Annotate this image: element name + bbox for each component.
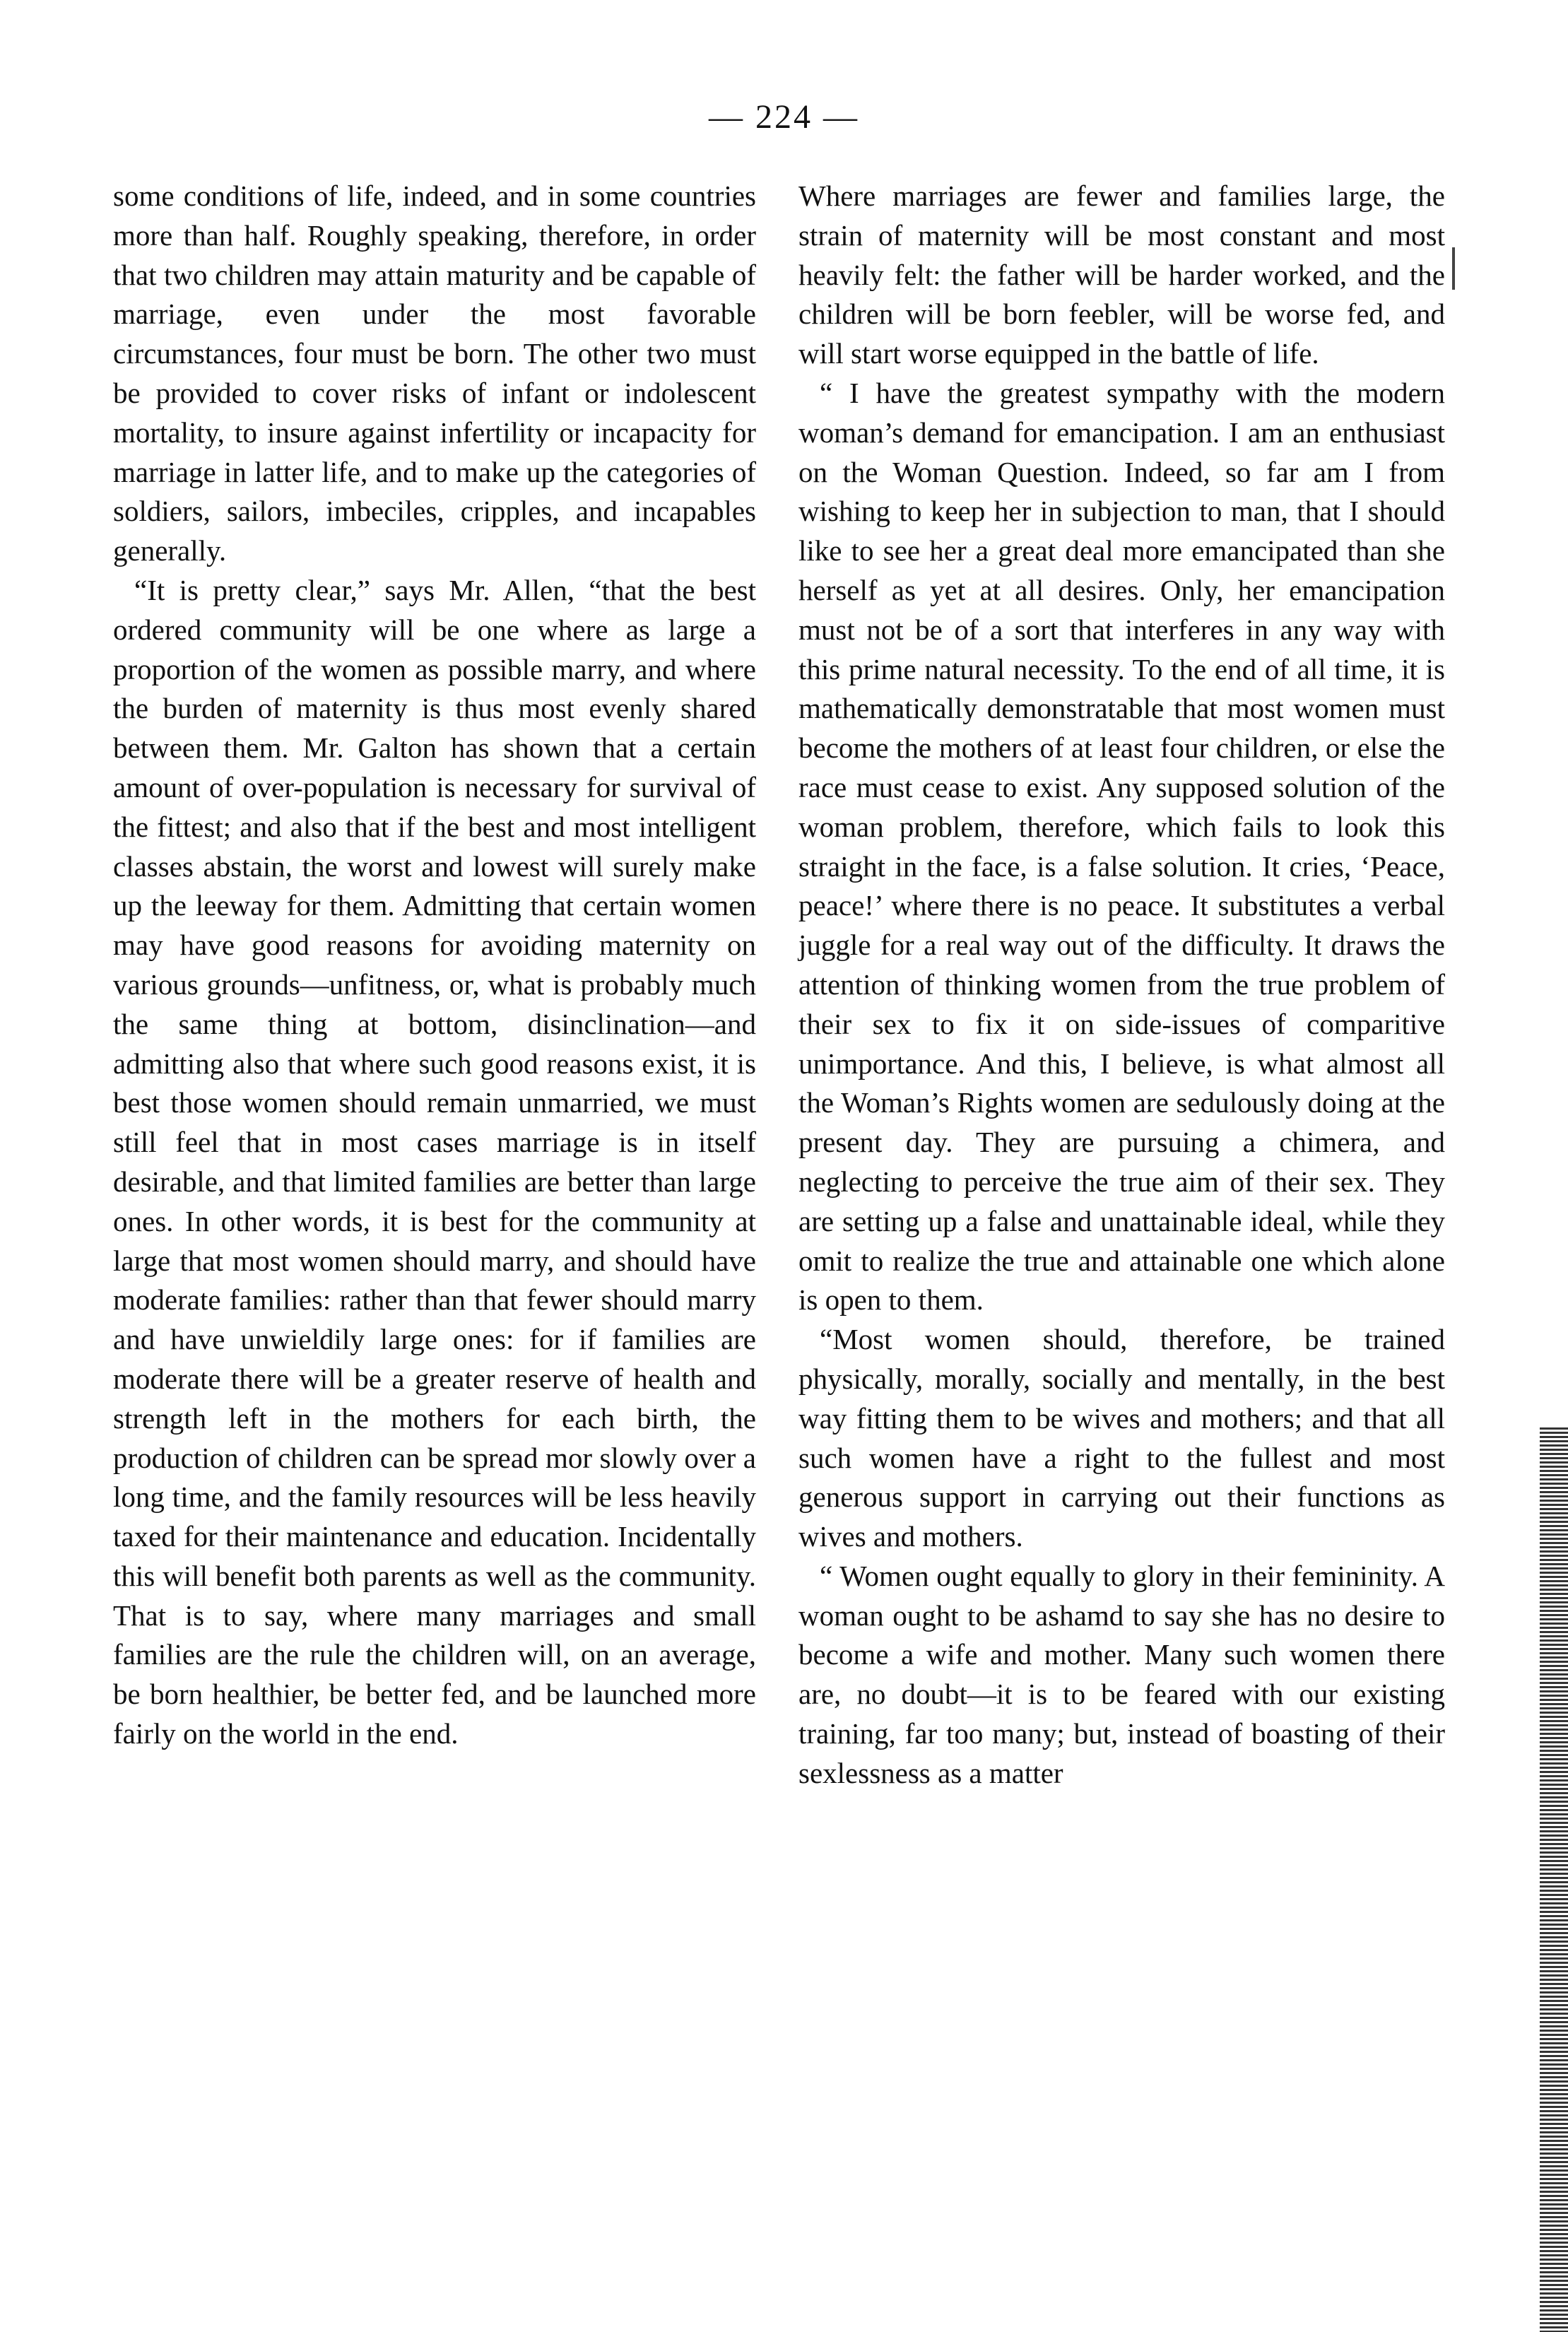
left-paragraph-2: “It is pretty clear,” says Mr. Allen, “that the best ordered community will be one where as large a proportion of the women as possible marry, and where the burden of maternity is thus most evenly shared between them. Mr. Galton has shown that a certain amount of over-population is necessary for survival of the fittest; and also that if the best and most intelligent classes abstain, the worst and lowest will surely make up the leeway for them. Admitting that certain women may have good reasons for avoiding maternity on various grounds—unfitness, or, what is probably much the same thing at bottom, disinclination—and admitting also that where such good reasons exist, it is best those women should remain unmarried, we must still feel that in most cases marriage is in itself desirable, and that limited families are better than large ones. In other words, it is best for the community at large that most women should marry, and should have moderate families: rather than that fewer should marry and have unwieldily large ones: for if families are moderate there will be a greater reserve of health and strength left in the mothers for each birth, the production of children can be spread mor slowly over a long time, and the family resources will be less heavily taxed for their maintenance and education. Incidentally this will benefit both parents as well as the community. That is to say, where many marriages and small families are the rule the children will, on an average, be born healthier, be better fed, and be launched more fairly on the world in the end. [113,573,756,1750]
margin-mark [1452,247,1455,290]
left-column [113,177,756,1754]
right-paragraph-3: “Most women should, therefore, be trained physically, morally, socially and mentally, in the best way fitting them to be wives and mothers; and that all such women have a right to the fullest and most generous support in carrying out their functions as wives and mothers. [798,1323,1445,1553]
page-edge-binding [1540,1427,1568,2332]
right-paragraph-1: Where marriages are fewer and families large, the strain of maternity will be most constant and most heavily felt: the father will be harder worked, and the children will be born feebler, will be worse fed, and will start worse equipped in the battle of life. [798,179,1445,370]
right-paragraph-2: “ I have the greatest sympathy with the modern woman’s demand for emancipation. I am an enthusiast on the Woman Question. Indeed, so far am I from wishing to keep her in subjection to man, that I should like to see her a great deal more emancipated than she herself as yet at all desires. Only, her emancipation must not be of a sort that interferes in any way with this prime natural necessity. To the end of all time, it is mathematically demonstratable that most women must become the mothers of at least four children, or else the race must cease to exist. Any supposed solution of the woman problem, therefore, which fails to look this straight in the face, is a false solution. It cries, ‘Peace, peace!’ where there is no peace. It substitutes a verbal juggle for a real way out of the difficulty. It draws the attention of thinking women from the true problem of their sex to fix it on side-issues of comparitive unimportance. And this, I believe, is what almost all the Woman’s Rights women are sedulously doing at the present day. They are pursuing a chimera, and neglecting to perceive the true aim of their sex. They are setting up a false and unattainable ideal, while they omit to realize the true and attainable one which alone is open to them. [798,376,1445,1317]
right-paragraph-4: “ Women ought equally to glory in their femininity. A woman ought to be ashamd to say she has no desire to become a wife and mother. Many such women there are, no doubt—it is to be feared with our existing training, far too many; but, instead of boasting of their sexlessness as a matter [798,1559,1445,1789]
right-column [798,177,1445,1794]
page-number: — 224 — [709,98,859,136]
left-paragraph-1: some conditions of life, indeed, and in some countries more than half. Roughly speaking, therefore, in order that two children may attain maturity and be capable of marriage, even under the most favorable circumstances, four must be born. The other two must be provided to cover risks of infant or indolescent mortality, to insure against infertility or incapacity for marriage in latter life, and to make up the categories of soldiers, sailors, imbeciles, cripples, and incapables generally. [113,179,756,567]
